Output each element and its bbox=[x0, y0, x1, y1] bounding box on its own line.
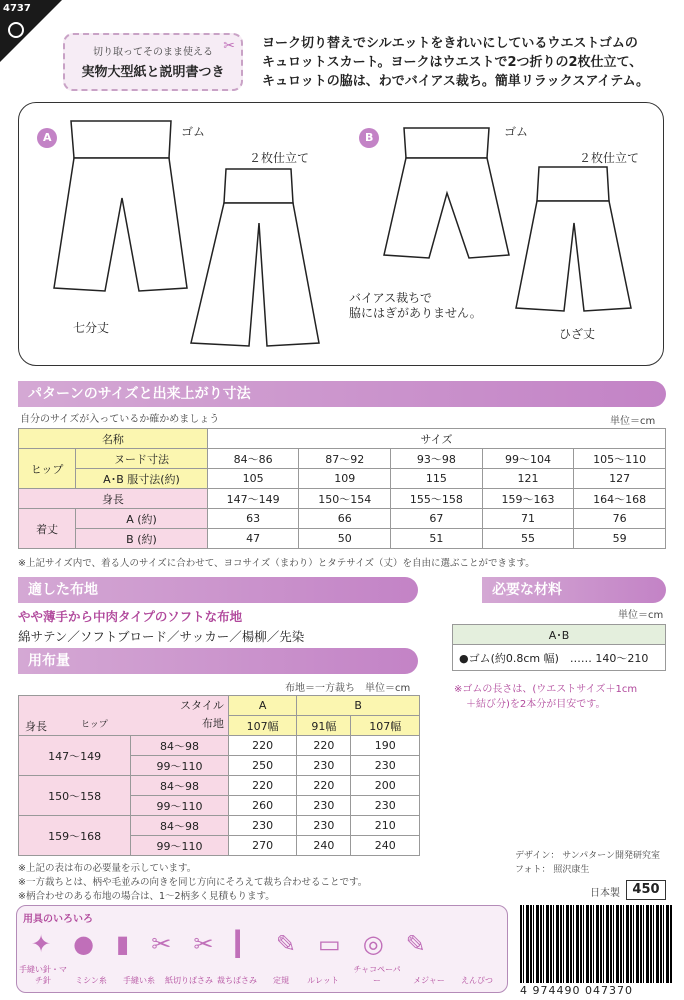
table-cell: 47 bbox=[207, 529, 299, 549]
row-length-b: B (約) bbox=[76, 529, 208, 549]
table-cell: 93〜98 bbox=[391, 449, 483, 469]
table-cell: 220 bbox=[297, 776, 351, 796]
row-hip: ヒップ bbox=[19, 449, 76, 489]
fabric-section-title: 適した布地 bbox=[28, 582, 98, 598]
yardage-corner bbox=[19, 696, 229, 736]
table-cell: 51 bbox=[391, 529, 483, 549]
credit-design: デザイン： サンパターン開発研究室 bbox=[515, 851, 660, 861]
table-cell: 63 bbox=[207, 509, 299, 529]
size-section-header bbox=[18, 381, 666, 407]
two-layer-label-a: ２枚仕立て bbox=[249, 151, 310, 165]
table-cell: 155〜158 bbox=[391, 489, 483, 509]
col-width: 107幅 bbox=[351, 716, 420, 736]
table-cell: 240 bbox=[297, 836, 351, 856]
materials-section-header bbox=[482, 577, 666, 603]
yardage-info: 布地＝一方裁ち 単位＝cm bbox=[285, 683, 411, 694]
table-cell: 200 bbox=[351, 776, 420, 796]
table-cell: 109 bbox=[299, 469, 391, 489]
tool-pencil: えんぴつ bbox=[461, 976, 493, 985]
table-cell: 87〜92 bbox=[299, 449, 391, 469]
materials-header: A･B bbox=[453, 625, 666, 645]
table-cell: 115 bbox=[391, 469, 483, 489]
hip-cell: 99〜110 bbox=[131, 756, 229, 776]
table-cell: 230 bbox=[351, 796, 420, 816]
yardage-foot3: ※柄合わせのある布地の場合は、1〜2柄多く見積もります。 bbox=[18, 891, 275, 902]
height-cell: 147〜149 bbox=[19, 736, 131, 776]
table-cell: 230 bbox=[297, 756, 351, 776]
credit-photo: フォト： 照沢康生 bbox=[515, 865, 590, 875]
label-hip: ヒップ bbox=[81, 720, 108, 730]
barcode-icon bbox=[520, 905, 672, 983]
height-cell: 150〜158 bbox=[19, 776, 131, 816]
table-cell: 150〜154 bbox=[299, 489, 391, 509]
yardage-table bbox=[18, 695, 420, 856]
table-cell: 55 bbox=[482, 529, 574, 549]
col-b: B bbox=[297, 696, 420, 716]
table-cell: 71 bbox=[482, 509, 574, 529]
table-cell: 76 bbox=[574, 509, 666, 529]
table-cell: 164〜168 bbox=[574, 489, 666, 509]
hip-cell: 99〜110 bbox=[131, 836, 229, 856]
table-cell: 99〜104 bbox=[482, 449, 574, 469]
materials-section-title: 必要な材料 bbox=[492, 582, 562, 598]
two-layer-label-b: ２枚仕立て bbox=[579, 151, 640, 165]
intro-text bbox=[262, 34, 677, 91]
hip-cell: 84〜98 bbox=[131, 736, 229, 756]
barcode-number: 4 974490 047370 bbox=[520, 984, 633, 997]
table-cell: 230 bbox=[351, 756, 420, 776]
hip-cell: 99〜110 bbox=[131, 796, 229, 816]
table-cell: 121 bbox=[482, 469, 574, 489]
table-cell: 127 bbox=[574, 469, 666, 489]
brand-logo-icon bbox=[8, 22, 24, 38]
table-cell: 105〜110 bbox=[574, 449, 666, 469]
size-footnote: ※上記サイズ内で、着る人のサイズに合わせて、ヨコサイズ（まわり）とタテサイズ（丈）を自由に選ぶことができます。 bbox=[18, 558, 535, 569]
illustration-panel bbox=[18, 102, 664, 366]
materials-note1: ※ゴムの長さは、(ウエストサイズ＋1cm bbox=[454, 684, 638, 695]
row-garment: A･B 服寸法(約) bbox=[76, 469, 208, 489]
table-cell: 59 bbox=[574, 529, 666, 549]
tool-fabric-scissors: 裁ちばさみ bbox=[217, 976, 257, 985]
label-style: スタイル bbox=[180, 699, 224, 712]
materials-table bbox=[452, 624, 666, 671]
materials-unit: 単位＝cm bbox=[618, 610, 664, 621]
header-name: 名称 bbox=[19, 429, 208, 449]
col-width: 91幅 bbox=[297, 716, 351, 736]
table-cell: 105 bbox=[207, 469, 299, 489]
table-cell: 220 bbox=[297, 736, 351, 756]
tool-hand-thread: 手縫い糸 bbox=[123, 976, 155, 985]
tools-panel bbox=[16, 905, 508, 993]
col-a: A bbox=[228, 696, 297, 716]
yardage-foot1: ※上記の表は布の必要量を示しています。 bbox=[18, 863, 197, 874]
table-cell: 250 bbox=[228, 756, 297, 776]
product-code: 4737 bbox=[3, 3, 31, 14]
table-cell: 230 bbox=[297, 796, 351, 816]
tool-chalk-paper: チャコペーパー bbox=[353, 965, 401, 985]
size-section-title: パターンのサイズと出来上がり寸法 bbox=[28, 386, 251, 402]
table-cell: 66 bbox=[299, 509, 391, 529]
height-cell: 159〜168 bbox=[19, 816, 131, 856]
made-in: 日本製 bbox=[590, 888, 620, 899]
intro-line: ヨーク切り替えでシルエットをきれいにしているウエストゴムの bbox=[262, 36, 638, 51]
bias-note-line1: バイアス裁ちで bbox=[349, 291, 433, 305]
cut-label-line2: 実物大型紙と説明書つき bbox=[81, 65, 225, 80]
table-cell: 190 bbox=[351, 736, 420, 756]
size-table bbox=[18, 428, 666, 549]
table-cell: 50 bbox=[299, 529, 391, 549]
table-cell: 270 bbox=[228, 836, 297, 856]
yardage-section-title: 用布量 bbox=[28, 653, 70, 669]
label-fabric: 布地 bbox=[201, 717, 224, 730]
table-cell: 67 bbox=[391, 509, 483, 529]
header-size: サイズ bbox=[207, 429, 665, 449]
row-length: 着丈 bbox=[19, 509, 76, 549]
table-cell: 220 bbox=[228, 776, 297, 796]
yardage-section-header bbox=[18, 648, 418, 674]
tool-tracing-wheel: ルレット bbox=[307, 976, 339, 985]
table-cell: 230 bbox=[228, 816, 297, 836]
fabric-type: やや薄手から中肉タイプのソフトな布地 bbox=[18, 609, 243, 624]
yardage-foot2: ※一方裁ちとは、柄や毛並みの向きを同じ方向にそろえて裁ち合わせることです。 bbox=[18, 877, 368, 888]
hip-cell: 84〜98 bbox=[131, 776, 229, 796]
row-length-a: A (約) bbox=[76, 509, 208, 529]
tool-ruler: 定規 bbox=[273, 976, 289, 985]
scissors-icon: ✂ bbox=[223, 38, 235, 54]
bias-note-line2: 脇にはぎがありません。 bbox=[349, 306, 482, 320]
table-cell: 84〜86 bbox=[207, 449, 299, 469]
tool-measure: メジャー bbox=[413, 976, 445, 985]
seven-tenths-length-label: 七分丈 bbox=[73, 321, 110, 335]
table-cell: 210 bbox=[351, 816, 420, 836]
label-height: 身長 bbox=[25, 720, 47, 733]
fabric-section-header bbox=[18, 577, 418, 603]
label-b: B bbox=[365, 131, 374, 144]
tool-needle: 手縫い針・マチ針 bbox=[19, 965, 67, 985]
tool-paper-scissors: 紙切りばさみ bbox=[165, 976, 213, 985]
cut-label-line1: 切り取ってそのまま使える bbox=[93, 47, 213, 58]
hip-cell: 84〜98 bbox=[131, 816, 229, 836]
table-cell: 260 bbox=[228, 796, 297, 816]
materials-note2: ＋結び分)を2本分が目安です。 bbox=[466, 699, 606, 710]
table-cell: 230 bbox=[297, 816, 351, 836]
gom-label-a: ゴム bbox=[181, 125, 206, 139]
tools-title: 用具のいろいろ bbox=[23, 914, 93, 925]
intro-line: キュロットの脇は、わでバイアス裁ち。簡単リラックスアイテム。 bbox=[262, 74, 650, 89]
price: 450 bbox=[626, 880, 666, 900]
row-height: 身長 bbox=[19, 489, 208, 509]
size-note: 自分のサイズが入っているか確かめましょう bbox=[20, 414, 220, 425]
col-width: 107幅 bbox=[228, 716, 297, 736]
table-cell: 240 bbox=[351, 836, 420, 856]
table-cell: 159〜163 bbox=[482, 489, 574, 509]
label-a: A bbox=[43, 131, 52, 144]
table-cell: 147〜149 bbox=[207, 489, 299, 509]
table-cell: 220 bbox=[228, 736, 297, 756]
knee-length-label: ひざ丈 bbox=[559, 327, 596, 341]
size-unit: 単位＝cm bbox=[610, 416, 656, 427]
tool-machine-thread: ミシン糸 bbox=[75, 976, 107, 985]
fabric-list: 綿サテン／ソフトブロード／サッカー／楊柳／先染 bbox=[18, 629, 305, 644]
cut-label bbox=[63, 33, 243, 91]
row-nude: ヌード寸法 bbox=[76, 449, 208, 469]
gom-label-b: ゴム bbox=[504, 125, 529, 139]
tools-icons: ✦●▮✂✂▎✎▭◎✎ bbox=[31, 930, 448, 958]
intro-line: キュロットスカート。ヨークはウエストで2つ折りの2枚仕立て、 bbox=[262, 55, 643, 70]
materials-item: ●ゴム(約0.8cm 幅) …… 140〜210 bbox=[453, 645, 666, 671]
